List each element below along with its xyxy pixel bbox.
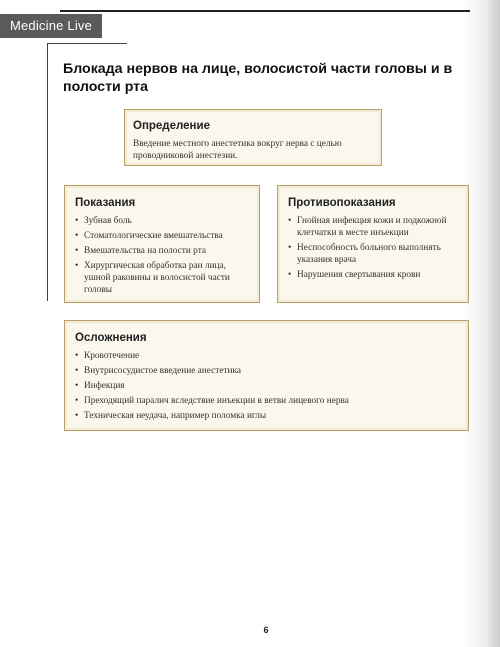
list-item: • Гнойная инфекция кожи и подкожной клетчатки в месте инъекции	[288, 215, 462, 239]
corner-line-horizontal	[47, 43, 127, 44]
complications-heading: Осложнения	[75, 332, 147, 344]
list-item: • Хирургическая обработка ран лица, ушной раковины и волосистой части головы	[75, 260, 251, 296]
list-item: • Кровотечение	[75, 350, 460, 362]
definition-text: Введение местного анестетика вокруг нерва с целью проводниковой анестезии.	[133, 139, 342, 161]
list-item: • Нарушения свертывания крови	[288, 269, 462, 281]
page-edge-shadow	[464, 0, 500, 647]
list-item: • Стоматологические вмешательства	[75, 230, 251, 242]
indications-box	[64, 185, 260, 303]
list-item: • Вмешательства на полости рта	[75, 245, 251, 257]
definition-heading: Определение	[133, 120, 210, 132]
indications-heading: Показания	[75, 197, 136, 209]
list-item: • Техническая неудача, например поломка иглы	[75, 410, 460, 422]
complications-box	[64, 320, 469, 431]
watermark-logo: Medicine Live	[0, 14, 102, 38]
indications-list	[75, 215, 251, 296]
contraindications-list	[288, 215, 462, 281]
complications-list	[75, 350, 460, 422]
list-item: • Инфекция	[75, 380, 460, 392]
definition-box	[124, 109, 382, 166]
list-item: • Зубная боль	[75, 215, 251, 227]
page-number: 6	[263, 625, 269, 635]
top-rule	[60, 10, 470, 12]
contraindications-heading: Противопоказания	[288, 197, 396, 209]
list-item: • Неспособность больного выполнять указания врача	[288, 242, 462, 266]
list-item: • Преходящий паралич вследствие инъекции в ветви лицевого нерва	[75, 395, 460, 407]
list-item: • Внутрисосудистое введение анестетика	[75, 365, 460, 377]
page-title: Блокада нервов на лице, волосистой части головы и в полости рта	[63, 61, 453, 95]
contraindications-box	[277, 185, 469, 303]
corner-line-vertical	[47, 43, 48, 301]
